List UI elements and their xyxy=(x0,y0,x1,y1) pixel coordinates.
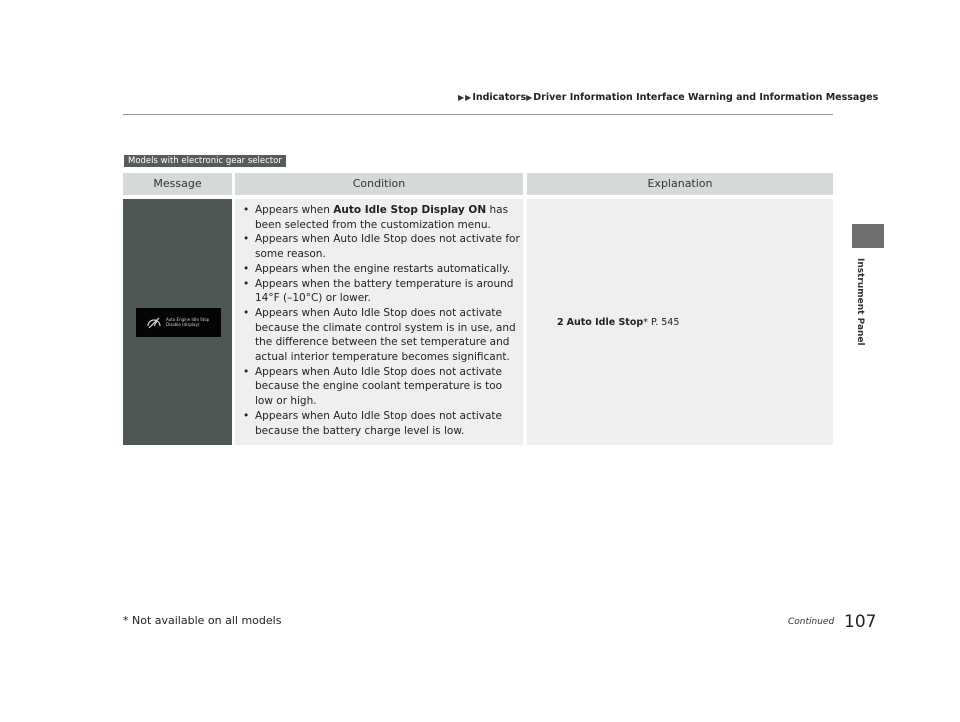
list-item: • Appears when the engine restarts automatically. xyxy=(243,262,511,275)
explanation-cell xyxy=(527,199,833,445)
reference-title: Auto Idle Stop xyxy=(566,317,644,328)
section-tab xyxy=(852,224,884,248)
breadcrumb xyxy=(458,92,878,103)
list-item: • Appears when Auto Idle Stop does not activate for some reason. xyxy=(243,233,520,261)
idle-stop-icon xyxy=(146,316,162,329)
header-condition: Condition xyxy=(235,173,523,195)
reference-icon: 2 xyxy=(557,317,564,328)
condition-list xyxy=(241,203,523,438)
list-item: • Appears when Auto Idle Stop Display ON has been selected from the customization menu. xyxy=(243,204,509,231)
reference-star: * xyxy=(643,317,648,328)
list-item: • Appears when the battery temperature is around 14°F (–10°C) or lower. xyxy=(243,277,514,305)
header-explanation: Explanation xyxy=(527,173,833,195)
models-label: Models with electronic gear selector xyxy=(124,155,286,167)
continued-label: Continued xyxy=(788,617,835,627)
arrow-right-icon: ▶ xyxy=(526,93,533,102)
footnote: * Not available on all models xyxy=(123,614,282,627)
breadcrumb-messages[interactable]: Driver Information Interface Warning and Information Messages xyxy=(533,92,879,103)
page-number: 107 xyxy=(844,612,877,632)
arrow-right-icon: ▶ xyxy=(465,93,472,102)
header-divider xyxy=(123,114,833,115)
breadcrumb-indicators[interactable]: Indicators xyxy=(472,92,527,103)
reference-page: P. 545 xyxy=(647,317,680,328)
condition-cell xyxy=(235,199,523,445)
list-item: • Appears when Auto Idle Stop does not activate because the battery charge level is low. xyxy=(243,409,502,437)
list-item: • Appears when Auto Idle Stop does not activate because the climate control system is in use, and the difference between the set temperature and actual interior temperature becomes significant. xyxy=(243,306,516,364)
list-item: • Appears when Auto Idle Stop does not activate because the engine coolant temperature is too low or high. xyxy=(243,365,503,408)
display-text: Auto Engine Idle Stop Disable (display) xyxy=(166,317,210,327)
header-message: Message xyxy=(123,173,232,195)
message-cell xyxy=(123,199,232,445)
arrow-right-icon: ▶ xyxy=(458,93,465,102)
setting-name: Auto Idle Stop Display ON xyxy=(333,204,487,216)
message-display xyxy=(136,308,221,337)
page-reference-link[interactable] xyxy=(557,317,679,328)
section-label: Instrument Panel xyxy=(855,258,865,346)
